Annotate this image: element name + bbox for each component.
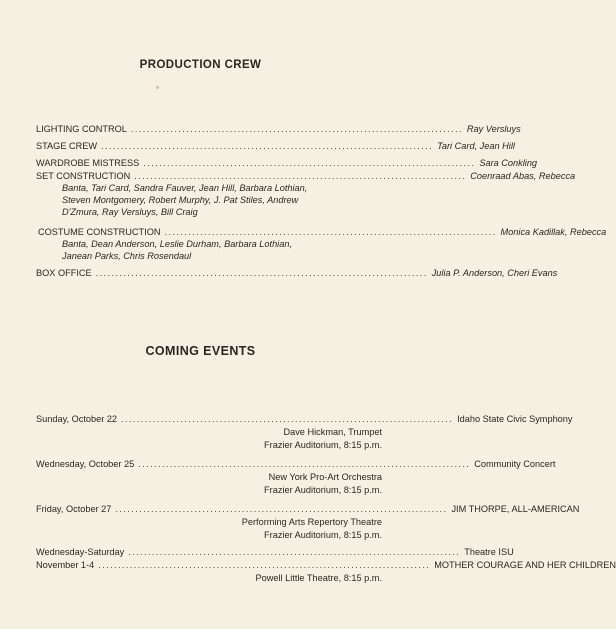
costume-names-block <box>62 238 382 262</box>
leader-dots: .................................................................................... <box>164 227 497 237</box>
event-row-4b <box>36 559 616 571</box>
leader-dots: .................................................................................... <box>121 414 454 424</box>
paper-mark <box>156 86 159 89</box>
event-title: Idaho State Civic Symphony <box>457 414 573 424</box>
event-title: JIM THORPE, ALL-AMERICAN <box>451 504 580 514</box>
crew-name: Ray Versluys <box>466 124 521 134</box>
crew-names-line: Banta, Dean Anderson, Leslie Durham, Barbara Lothian, <box>62 239 292 249</box>
event-title: Community Concert <box>474 459 556 469</box>
crew-role: COSTUME CONSTRUCTION <box>38 227 161 237</box>
crew-row-wardrobe <box>36 157 538 169</box>
event-venue: Frazier Auditorium, 8:15 p.m. <box>264 440 382 450</box>
crew-names-line: Steven Montgomery, Robert Murphy, J. Pat Stiles, Andrew <box>62 195 299 206</box>
crew-name: Tari Card, Jean Hill <box>437 141 515 151</box>
leader-dots: .................................................................................... <box>130 124 463 134</box>
event-date: November 1-4 <box>36 560 95 570</box>
crew-name: Julia P. Anderson, Cheri Evans <box>431 268 558 278</box>
event-date: Friday, October 27 <box>36 504 112 514</box>
leader-dots: .................................................................................... <box>128 547 461 557</box>
set-names-block <box>62 182 382 219</box>
event-date: Sunday, October 22 <box>36 414 118 424</box>
leader-dots: .................................................................................... <box>95 268 428 278</box>
crew-role: STAGE CREW <box>36 141 98 151</box>
event-detail: Dave Hickman, Trumpet <box>283 427 382 437</box>
event-venue: Powell Little Theatre, 8:15 p.m. <box>255 573 382 583</box>
event-title: MOTHER COURAGE AND HER CHILDREN <box>434 560 616 570</box>
event-date: Wednesday-Saturday <box>36 547 125 557</box>
crew-row-stage <box>36 140 515 152</box>
event-detail: New York Pro-Art Orchestra <box>268 472 382 482</box>
crew-row-costume <box>38 226 607 238</box>
leader-dots: .................................................................................... <box>134 171 467 181</box>
crew-name: Coenraad Abas, Rebecca <box>470 171 576 181</box>
leader-dots: .................................................................................... <box>143 158 476 168</box>
event-venue: Frazier Auditorium, 8:15 p.m. <box>264 485 382 495</box>
crew-name: Sara Conkling <box>479 158 538 168</box>
leader-dots: .................................................................................... <box>101 141 434 151</box>
crew-names-line: D'Zmura, Ray Versluys, Bill Craig <box>62 207 198 218</box>
crew-names-line: Janean Parks, Chris Rosendaul <box>62 251 192 262</box>
leader-dots: .................................................................................... <box>138 459 471 469</box>
event-row-2 <box>36 458 556 470</box>
leader-dots: .................................................................................... <box>98 560 431 570</box>
crew-role: WARDROBE MISTRESS <box>36 158 140 168</box>
event-row-4 <box>36 546 514 558</box>
crew-role: BOX OFFICE <box>36 268 92 278</box>
event-date: Wednesday, October 25 <box>36 459 135 469</box>
crew-row-set <box>36 170 576 182</box>
crew-name: Monica Kadillak, Rebecca <box>500 227 607 237</box>
crew-row-lighting <box>36 123 521 135</box>
event-detail: Performing Arts Repertory Theatre <box>241 517 382 527</box>
production-crew-heading: PRODUCTION CREW <box>139 59 262 71</box>
event-venue: Frazier Auditorium, 8:15 p.m. <box>264 530 382 540</box>
coming-events-heading: COMING EVENTS <box>145 344 256 358</box>
crew-role: LIGHTING CONTROL <box>36 124 127 134</box>
leader-dots: .................................................................................... <box>115 504 448 514</box>
event-row-1 <box>36 413 573 425</box>
crew-role: SET CONSTRUCTION <box>36 171 131 181</box>
event-row-3 <box>36 503 580 515</box>
crew-names-line: Banta, Tari Card, Sandra Fauver, Jean Hill, Barbara Lothian, <box>62 183 308 193</box>
event-title: Theatre ISU <box>464 547 514 557</box>
crew-row-box-office <box>36 267 558 279</box>
